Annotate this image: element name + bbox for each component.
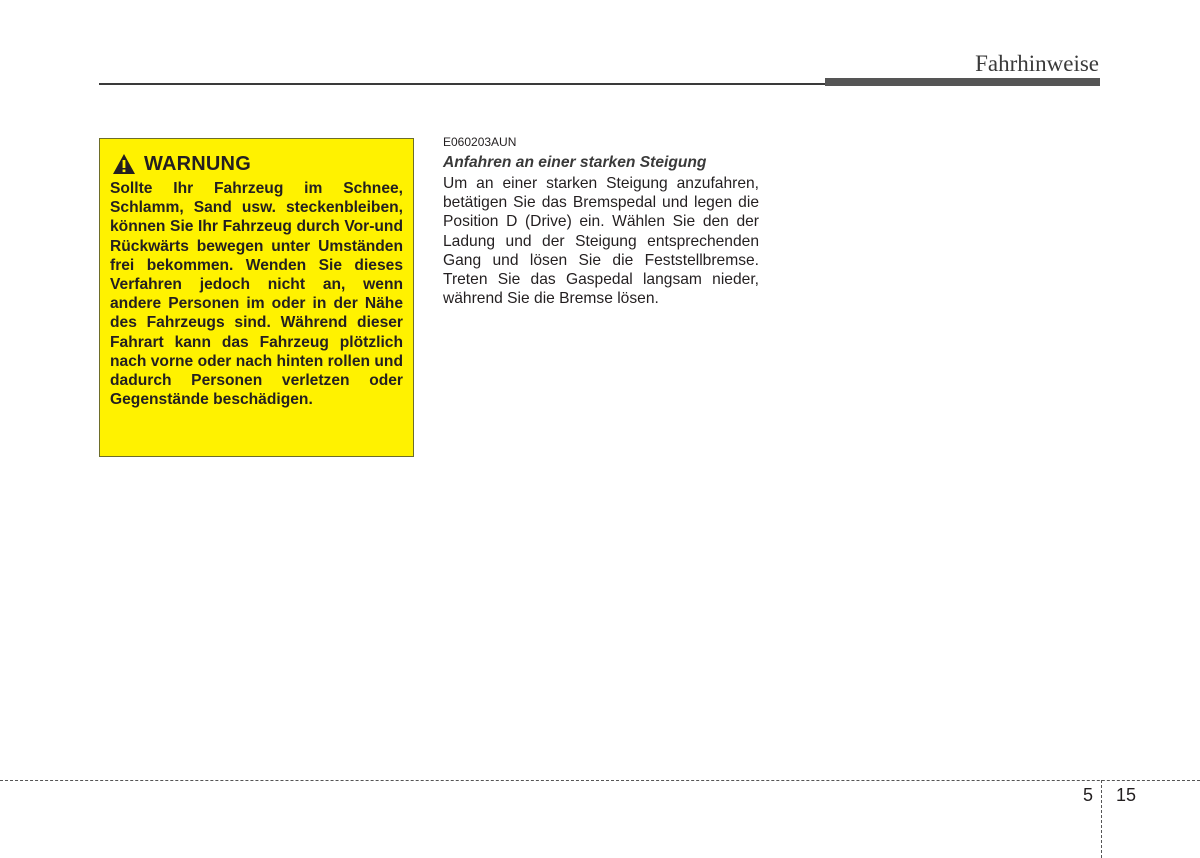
footer-divider bbox=[0, 780, 1200, 781]
section-body: Um an einer starken Steigung anzufahren, betätigen Sie das Bremspedal und legen die Position D (Drive) ein. Wählen Sie den der Ladung und der Steigung entsprechenden Gang und lösen Sie die Feststellbremse. Treten Sie das Gaspedal langsam nieder, während Sie die Bremse lösen. bbox=[443, 175, 759, 308]
warning-text: Sollte Ihr Fahrzeug im Schnee, Schlamm, Sand usw. steckenbleiben, können Sie Ihr Fahrzeug durch Vor-und Rückwärts bewegen unter Umständen frei bekommen. Wenden Sie dieses Verfahren jedoch nicht an, wenn andere Personen im oder in der Nähe des Fahrzeugs sind. Während dieser Fahrart kann das Fahrzeug plötzlich nach vorne oder nach hinten rollen und dadurch Personen verletzen oder Gegenstände beschädigen. bbox=[110, 180, 403, 409]
warning-triangle-icon bbox=[112, 153, 136, 175]
content-section bbox=[443, 134, 759, 308]
section-code: E060203AUN bbox=[443, 135, 517, 149]
section-heading: Anfahren an einer starken Steigung bbox=[443, 154, 707, 171]
page-number: 15 bbox=[1116, 785, 1137, 805]
warning-header bbox=[110, 151, 403, 177]
chapter-number: 5 bbox=[1083, 785, 1094, 805]
warning-box bbox=[99, 138, 414, 457]
header-rule-accent bbox=[825, 78, 1100, 86]
chapter-title: Fahrhinweise bbox=[975, 51, 1099, 76]
warning-title: WARNUNG bbox=[144, 152, 251, 175]
footer-separator bbox=[1101, 780, 1102, 858]
